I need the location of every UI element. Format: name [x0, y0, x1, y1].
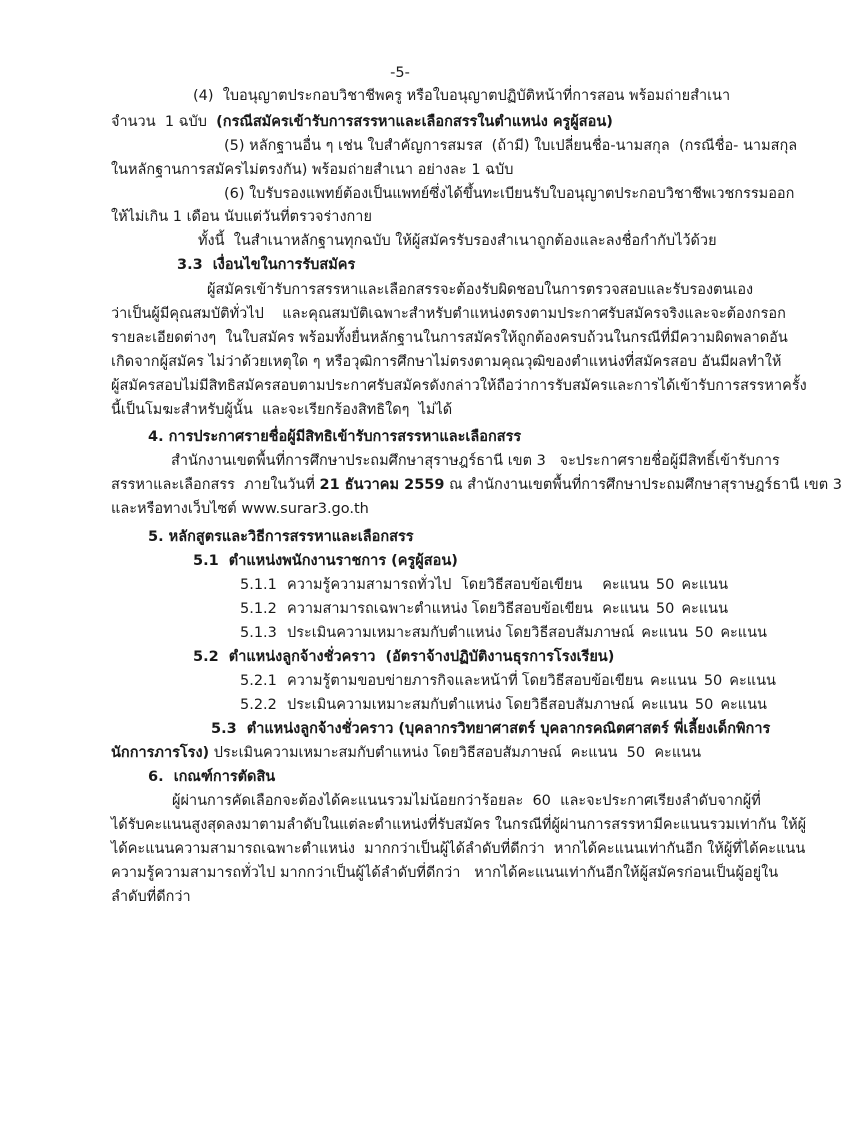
section-3-3-line: นี้เป็นโมฆะสำหรับผู้นั้น และจะเรียกร้องสิทธิใดๆ ไม่ได้ — [111, 402, 453, 418]
section-3-3-line: เกิดจากผู้สมัคร ไม่ว่าด้วยเหตุใด ๆ หรือวุฒิการศึกษาไม่ตรงตามคุณวุฒิของตำแหน่งที่สมัครสอบ อันมีผลทำให้ — [111, 354, 782, 370]
item-5-line-1: (5) หลักฐานอื่น ๆ เช่น ใบสำคัญการสมรส (ถ้ามี) ใบเปลี่ยนชื่อ-นามสกุล (กรณีชื่อ- นามสกุล — [224, 138, 798, 154]
section-5-3-position: นักการภารโรง) — [111, 745, 210, 761]
item-4-copies: จำนวน 1 ฉบับ — [111, 114, 217, 130]
score-unit: คะแนน — [720, 697, 767, 713]
section-4-line-1: สำนักงานเขตพื้นที่การศึกษาประถมศึกษาสุราษฎร์ธานี เขต 3 จะประกาศรายชื่อผู้มีสิทธิ์เข้ารับการ — [171, 453, 780, 469]
page-number: -5- — [390, 65, 410, 81]
section-6-line: ได้รับคะแนนสูงสุดลงมาตามลำดับในแต่ละตำแหน่งที่รับสมัคร ในกรณีที่ผู้ผ่านการสรรหามีคะแนนรวมเท่ากัน ให้ผู้ — [111, 817, 807, 833]
score-group — [595, 599, 728, 619]
section-3-3-line: ผู้สมัครสอบไม่มีสิทธิสมัครสอบตามประกาศรับสมัครดังกล่าวให้ถือว่าการรับสมัครและการได้เข้ารับการสรรหาครั้ง — [111, 378, 807, 394]
score-row-method: โดยวิธีสอบสัมภาษณ์ — [505, 625, 635, 641]
item-4-line-2 — [111, 112, 613, 132]
section-6-heading: 6. เกณฑ์การตัดสิน — [148, 769, 276, 785]
section-5-3-heading: 5.3 ตำแหน่งลูกจ้างชั่วคราว (บุคลากรวิทยาศาสตร์ บุคลากรคณิตศาสตร์ พี่เลี้ยงเด็กพิการ — [211, 721, 771, 737]
item-5-line-2: ในหลักฐานการสมัครไม่ตรงกัน) พร้อมถ่ายสำเนา อย่างละ 1 ฉบับ — [111, 162, 514, 178]
announcement-date: 21 ธันวาคม 2559 — [319, 477, 445, 493]
score-value: 50 — [703, 673, 723, 689]
section-5-3-line-2 — [111, 743, 701, 763]
section-3-3-line: ผู้สมัครเข้ารับการสรรหาและเลือกสรรจะต้องรับผิดชอบในการตรวจสอบและรับรองตนเอง — [207, 282, 754, 298]
score-row-number: 5.2.2 — [240, 697, 277, 713]
score-row-number: 5.2.1 — [240, 673, 277, 689]
score-value: 50 — [655, 601, 675, 617]
score-row — [240, 623, 767, 643]
score-label: คะแนน — [650, 673, 697, 689]
section-4-line-2 — [111, 475, 842, 495]
section-3-3-line: รายละเอียดต่างๆ ในใบสมัคร พร้อมทั้งยื่นหลักฐานในการสมัครให้ถูกต้องครบถ้วนในกรณีที่มีความผิดพลาดอัน — [111, 330, 788, 346]
score-row-number: 5.1.2 — [240, 601, 277, 617]
score-row — [240, 695, 767, 715]
section-6-line: ความรู้ความสามารถทั่วไป มากกว่าเป็นผู้ได้ลำดับที่ดีกว่า หากได้คะแนนเท่ากันอีกให้ผู้สมัครก่อนเป็นผู้อยู่ใน — [111, 865, 779, 881]
section-4-heading: 4. การประกาศรายชื่อผู้มีสิทธิเข้ารับการสรรหาและเลือกสรร — [148, 429, 522, 445]
score-label: คะแนน — [641, 625, 688, 641]
score-unit: คะแนน — [720, 625, 767, 641]
section-4-website-line: และหรือทางเว็บไซต์ www.surar3.go.th — [111, 501, 369, 517]
score-unit: คะแนน — [729, 673, 776, 689]
announcement-date-prefix: สรรหาและเลือกสรร ภายในวันที่ — [111, 477, 320, 493]
score-row-number: 5.1.1 — [240, 577, 277, 593]
score-group — [595, 575, 728, 595]
score-label: คะแนน — [602, 577, 649, 593]
documents-note: ทั้งนี้ ในสำเนาหลักฐานทุกฉบับ ให้ผู้สมัครรับรองสำเนาถูกต้องและลงชื่อกำกับไว้ด้วย — [198, 233, 717, 249]
announcement-location: ณ สำนักงานเขตพื้นที่การศึกษาประถมศึกษาสุราษฎร์ธานี เขต 3 — [444, 477, 842, 493]
score-value: 50 — [694, 625, 714, 641]
score-unit: คะแนน — [681, 577, 728, 593]
score-group — [634, 695, 767, 715]
score-row-label: ความรู้ตามขอบข่ายภารกิจและหน้าที่ — [287, 673, 518, 689]
section-5-1-heading: 5.1 ตำแหน่งพนักงานราชการ (ครูผู้สอน) — [193, 553, 458, 569]
section-5-3-assessment: ประเมินความเหมาะสมกับตำแหน่ง โดยวิธีสอบสัมภาษณ์ คะแนน 50 คะแนน — [209, 745, 701, 761]
score-row-number: 5.1.3 — [240, 625, 277, 641]
score-row-label: ความรู้ความสามารถทั่วไป — [287, 577, 452, 593]
section-5-heading: 5. หลักสูตรและวิธีการสรรหาและเลือกสรร — [148, 529, 414, 545]
score-unit: คะแนน — [681, 601, 728, 617]
item-6-line-2: ให้ไม่เกิน 1 เดือน นับแต่วันที่ตรวจร่างกาย — [111, 209, 372, 225]
score-row — [240, 671, 776, 691]
section-6-line: ลำดับที่ดีกว่า — [111, 889, 191, 905]
score-row-label: ความสามารถเฉพาะตำแหน่ง — [287, 601, 468, 617]
section-6-line: ได้คะแนนความสามารถเฉพาะตำแหน่ง มากกว่าเป็นผู้ได้ลำดับที่ดีกว่า หากได้คะแนนเท่ากันอีก ให้ผู้ที่ได้คะแนน — [111, 841, 806, 857]
score-value: 50 — [655, 577, 675, 593]
item-4-condition: (กรณีสมัครเข้ารับการสรรหาและเลือกสรรในตำแหน่ง ครูผู้สอน) — [216, 114, 613, 130]
score-row-label: ประเมินความเหมาะสมกับตำแหน่ง — [287, 625, 502, 641]
score-row-method: โดยวิธีสอบข้อเขียน — [461, 577, 583, 593]
score-row-label: ประเมินความเหมาะสมกับตำแหน่ง — [287, 697, 502, 713]
score-group — [643, 671, 776, 691]
score-row — [240, 575, 728, 595]
score-label: คะแนน — [602, 601, 649, 617]
score-group — [634, 623, 767, 643]
item-6-line-1: (6) ใบรับรองแพทย์ต้องเป็นแพทย์ซึ่งได้ขึ้นทะเบียนรับใบอนุญาตประกอบวิชาชีพเวชกรรมออก — [224, 186, 795, 202]
section-3-3-heading: 3.3 เงื่อนไขในการรับสมัคร — [177, 257, 356, 273]
score-value: 50 — [694, 697, 714, 713]
score-row — [240, 599, 728, 619]
item-4-line-1: (4) ใบอนุญาตประกอบวิชาชีพครู หรือใบอนุญาตปฏิบัติหน้าที่การสอน พร้อมถ่ายสำเนา — [193, 88, 731, 104]
score-row-method: โดยวิธีสอบข้อเขียน — [471, 601, 593, 617]
score-row-method: โดยวิธีสอบสัมภาษณ์ — [505, 697, 635, 713]
section-5-2-heading: 5.2 ตำแหน่งลูกจ้างชั่วคราว (อัตราจ้างปฏิบัติงานธุรการโรงเรียน) — [193, 649, 615, 665]
section-3-3-line: ว่าเป็นผู้มีคุณสมบัติทั่วไป และคุณสมบัติเฉพาะสำหรับตำแหน่งตรงตามประกาศรับสมัครจริงและจะต้องกรอก — [111, 306, 786, 322]
section-6-line: ผู้ผ่านการคัดเลือกจะต้องได้คะแนนรวมไม่น้อยกว่าร้อยละ 60 และจะประกาศเรียงลำดับจากผู้ที่ — [172, 793, 761, 809]
score-row-method: โดยวิธีสอบข้อเขียน — [521, 673, 644, 689]
score-label: คะแนน — [641, 697, 688, 713]
